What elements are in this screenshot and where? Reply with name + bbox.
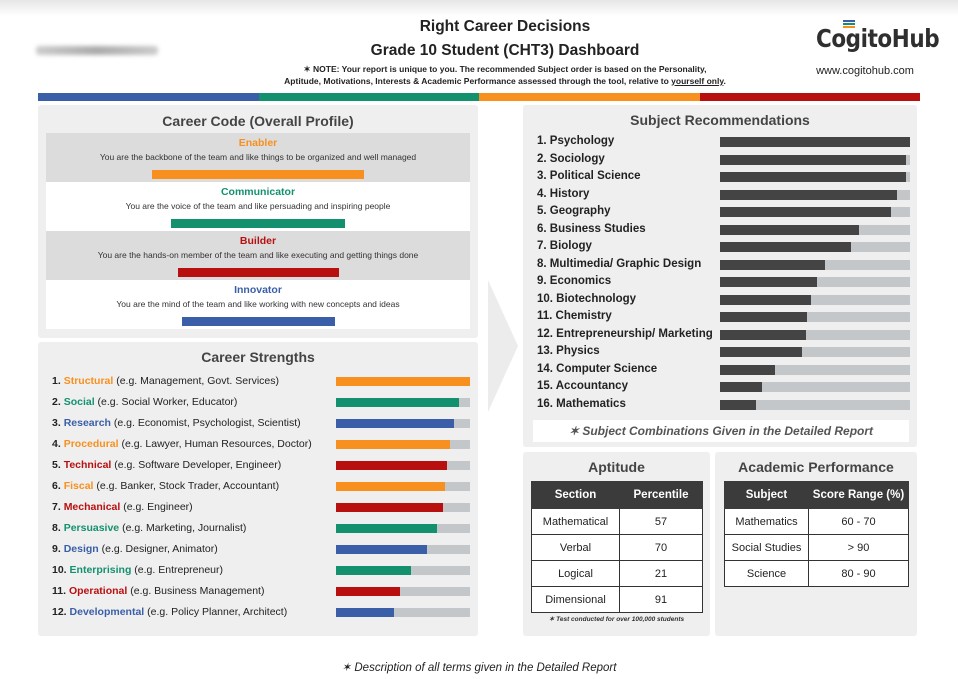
academic-performance-panel [715, 452, 917, 636]
strength-row [52, 477, 472, 498]
career-code-bar [152, 170, 364, 179]
column-header: Section [532, 482, 620, 509]
strength-name: Fiscal [63, 480, 94, 492]
color-stripe-divider [38, 93, 920, 101]
subject-row [537, 238, 913, 256]
career-code-bar [178, 268, 339, 277]
subject-row [537, 308, 913, 326]
note-line-2-end: . [723, 76, 726, 86]
strength-bar-fill [336, 545, 427, 554]
subject-label: 11. Chemistry [537, 310, 612, 322]
strength-bar-track [336, 566, 470, 575]
strength-name: Enterprising [69, 564, 132, 576]
table-cell: 60 - 70 [809, 509, 909, 535]
subject-label: 6. Business Studies [537, 222, 646, 235]
subject-row [537, 326, 913, 344]
subject-label: 13. Physics [537, 345, 600, 357]
strength-rank: 9. [52, 543, 61, 555]
career-code-description: You are the mind of the team and like working with new concepts and ideas [116, 299, 400, 309]
strength-row [52, 435, 472, 456]
subject-recommendations-title: Subject Recommendations [630, 112, 810, 128]
redacted-student-name [36, 46, 158, 55]
strength-name: Persuasive [63, 522, 120, 534]
subject-bar-fill [720, 172, 906, 182]
subject-row [537, 361, 913, 379]
strength-rank: 4. [52, 438, 61, 450]
strength-name: Mechanical [63, 501, 121, 513]
website-url[interactable]: www.cogitohub.com [816, 65, 914, 77]
strength-bar-track [336, 440, 470, 449]
subject-row [537, 221, 913, 239]
strength-bar-track [336, 377, 470, 386]
aptitude-panel [523, 452, 710, 636]
subject-bar-track [720, 347, 910, 357]
subject-bar-track [720, 312, 910, 322]
subject-bar-track [720, 277, 910, 287]
subject-bar-fill [720, 277, 817, 287]
table-row [532, 509, 703, 535]
table-row [532, 535, 703, 561]
subject-bar-fill [720, 382, 762, 392]
strength-bar-fill [336, 566, 411, 575]
subject-bar-track [720, 260, 910, 270]
table-cell: Mathematical [532, 509, 620, 535]
table-row [725, 509, 909, 535]
table-cell: 21 [620, 561, 703, 587]
table-row [532, 587, 703, 613]
strength-rank: 5. [52, 459, 61, 471]
subject-bar-track [720, 155, 910, 165]
strength-label [52, 375, 279, 387]
strength-bar-track [336, 524, 470, 533]
strength-rank: 12. [52, 606, 67, 618]
subject-bar-fill [720, 260, 825, 270]
note-line-2 [240, 75, 770, 87]
subject-label: 4. History [537, 187, 590, 200]
strength-example: (e.g. Policy Planner, Architect) [144, 606, 288, 618]
career-code-bar [171, 219, 345, 228]
report-subtitle: Grade 10 Student (CHT3) Dashboard [370, 42, 640, 59]
subject-bar-fill [720, 347, 802, 357]
strength-label [52, 417, 301, 429]
strength-bar-track [336, 419, 470, 428]
subject-label: 7. Biology [537, 240, 592, 252]
strength-label [52, 522, 246, 534]
strength-bar-track [336, 503, 470, 512]
strength-row [52, 603, 472, 624]
strength-label [52, 585, 264, 597]
aptitude-title: Aptitude [588, 459, 645, 475]
career-code-list [46, 133, 470, 329]
subject-bar-track [720, 137, 910, 147]
subject-label: 10. Biotechnology [537, 292, 637, 305]
career-code-description: You are the voice of the team and like persuading and inspiring people [125, 201, 391, 211]
subject-bar-fill [720, 155, 906, 165]
career-code-item [46, 133, 470, 182]
strength-example: (e.g. Entrepreneur) [131, 564, 224, 576]
top-shade [0, 0, 958, 16]
logo-brand-text: CogitoHub [815, 24, 940, 53]
strength-row [52, 372, 472, 393]
subject-bar-fill [720, 190, 897, 200]
subject-bar-track [720, 172, 910, 182]
strength-bar-fill [336, 524, 437, 533]
subject-bar-fill [720, 242, 851, 252]
strength-name: Operational [68, 585, 128, 597]
career-code-item [46, 182, 470, 231]
strength-row [52, 393, 472, 414]
strength-bar-track [336, 482, 470, 491]
strength-bar-track [336, 545, 470, 554]
table-header-row [532, 482, 703, 509]
subject-label: 1. Psychology [537, 135, 615, 147]
strength-example: (e.g. Management, Govt. Services) [113, 375, 280, 387]
strength-label [52, 438, 312, 450]
strength-example: (e.g. Software Developer, Engineer) [111, 459, 282, 471]
subject-bar-fill [720, 137, 910, 147]
strength-rank: 2. [52, 396, 61, 408]
table-cell: Logical [532, 561, 620, 587]
cogitohub-logo [808, 22, 940, 77]
strength-example: (e.g. Social Worker, Educator) [94, 396, 238, 408]
strength-row [52, 414, 472, 435]
subject-bar-fill [720, 295, 811, 305]
aptitude-table [531, 481, 703, 613]
strength-bar-track [336, 608, 470, 617]
subject-row [537, 273, 913, 291]
table-cell: > 90 [809, 535, 909, 561]
career-code-name: Innovator [234, 284, 282, 296]
academic-performance-title: Academic Performance [738, 459, 894, 475]
strength-bar-fill [336, 419, 454, 428]
strength-name: Research [63, 417, 111, 429]
strength-bar-fill [336, 587, 400, 596]
subject-bar-track [720, 225, 910, 235]
note-line-2-text: Aptitude, Motivations, Interests & Academic Performance assessed through the tool, relative to [284, 76, 672, 86]
career-code-name: Communicator [220, 186, 296, 198]
strength-label [52, 564, 223, 576]
table-row [725, 561, 909, 587]
strength-rank: 11. [52, 585, 67, 597]
subject-recommendations-panel [523, 105, 917, 447]
strength-name: Structural [63, 375, 114, 387]
strength-bar-fill [336, 608, 394, 617]
subject-label: 5. Geography [537, 205, 611, 217]
subject-bar-track [720, 190, 910, 200]
column-header: Subject [725, 482, 809, 509]
report-header [240, 18, 770, 87]
table-cell: 70 [620, 535, 703, 561]
subject-label: 8. Multimedia/ Graphic Design [537, 257, 702, 270]
subject-bar-fill [720, 312, 807, 322]
strength-label [52, 606, 287, 618]
strength-name: Technical [63, 459, 112, 471]
subject-bar-fill [720, 400, 756, 410]
academic-table [724, 481, 909, 587]
strength-bar-track [336, 461, 470, 470]
strength-row [52, 582, 472, 603]
strength-row [52, 498, 472, 519]
strength-example: (e.g. Business Management) [127, 585, 265, 597]
career-code-name: Builder [239, 235, 277, 247]
strength-label [52, 543, 218, 555]
subject-bar-fill [720, 207, 891, 217]
subject-row [537, 378, 913, 396]
strength-rank: 7. [52, 501, 61, 513]
table-row [532, 561, 703, 587]
strength-label [52, 459, 281, 471]
career-strengths-title: Career Strengths [201, 349, 315, 365]
subject-bar-fill [720, 225, 859, 235]
subject-label: 3. Political Science [537, 170, 641, 182]
strength-bar-fill [336, 482, 445, 491]
aptitude-footnote: ✶ Test conducted for over 100,000 students [548, 616, 685, 623]
footer-note: ✶ Description of all terms given in the Detailed Report [341, 662, 617, 674]
subject-row [537, 186, 913, 204]
subject-bar-track [720, 207, 910, 217]
subject-combinations-note: ✶ Subject Combinations Given in the Detailed Report [533, 420, 909, 442]
subject-label: 9. Economics [537, 275, 612, 287]
career-code-panel [38, 105, 478, 338]
strength-rank: 3. [52, 417, 61, 429]
subject-label: 15. Accountancy [537, 380, 628, 392]
strength-bar-fill [336, 461, 447, 470]
table-cell: 80 - 90 [809, 561, 909, 587]
strength-rank: 10. [52, 564, 67, 576]
subject-bar-track [720, 295, 910, 305]
note-emphasis: yourself only [671, 76, 724, 86]
strength-name: Developmental [69, 606, 145, 618]
column-header: Score Range (%) [809, 482, 909, 509]
strength-bar-fill [336, 377, 470, 386]
strength-bar-fill [336, 440, 450, 449]
career-code-name: Enabler [238, 137, 278, 149]
strength-row [52, 456, 472, 477]
report-note [240, 63, 770, 87]
strength-rank: 6. [52, 480, 61, 492]
strength-example: (e.g. Banker, Stock Trader, Accountant) [93, 480, 280, 492]
strength-bar-fill [336, 398, 459, 407]
column-header: Percentile [620, 482, 703, 509]
subject-bar-track [720, 382, 910, 392]
subject-row [537, 133, 913, 151]
subject-bar-fill [720, 365, 775, 375]
strength-bar-fill [336, 503, 443, 512]
strength-name: Design [63, 543, 99, 555]
strength-name: Social [63, 396, 95, 408]
strength-bar-track [336, 398, 470, 407]
subject-label: 16. Mathematics [537, 397, 626, 410]
strength-example: (e.g. Marketing, Journalist) [119, 522, 247, 534]
subject-bar-track [720, 242, 910, 252]
subject-row [537, 203, 913, 221]
report-title: Right Career Decisions [419, 18, 591, 35]
table-cell: Social Studies [725, 535, 809, 561]
subject-bar-fill [720, 330, 806, 340]
subject-row [537, 291, 913, 309]
career-code-item [46, 280, 470, 329]
arrow-right-icon [488, 280, 518, 412]
subject-row [537, 343, 913, 361]
strength-label [52, 501, 193, 513]
strength-example: (e.g. Economist, Psychologist, Scientist) [110, 417, 301, 429]
strength-example: (e.g. Engineer) [120, 501, 193, 513]
strength-row [52, 540, 472, 561]
strength-example: (e.g. Designer, Animator) [98, 543, 218, 555]
subject-bar-track [720, 400, 910, 410]
table-cell: Dimensional [532, 587, 620, 613]
subject-label: 2. Sociology [537, 152, 605, 165]
strength-name: Procedural [63, 438, 119, 450]
table-cell: Mathematics [725, 509, 809, 535]
table-cell: Verbal [532, 535, 620, 561]
table-header-row [725, 482, 909, 509]
note-line-1: ✶ NOTE: Your report is unique to you. The recommended Subject order is based on the Personality, [303, 64, 707, 74]
subject-row [537, 151, 913, 169]
table-cell: Science [725, 561, 809, 587]
subject-label: 12. Entrepreneurship/ Marketing [537, 327, 713, 340]
subject-row [537, 396, 913, 414]
career-strengths-panel [38, 342, 478, 636]
subject-label: 14. Computer Science [537, 362, 658, 375]
subject-bar-track [720, 365, 910, 375]
subject-row [537, 168, 913, 186]
career-code-item [46, 231, 470, 280]
career-code-title: Career Code (Overall Profile) [162, 113, 354, 129]
strength-label [52, 396, 237, 408]
strength-bar-track [336, 587, 470, 596]
table-row [725, 535, 909, 561]
subject-bar-track [720, 330, 910, 340]
strength-rank: 1. [52, 375, 61, 387]
strength-example: (e.g. Lawyer, Human Resources, Doctor) [118, 438, 312, 450]
strength-rank: 8. [52, 522, 61, 534]
strength-row [52, 561, 472, 582]
table-cell: 57 [620, 509, 703, 535]
strength-row [52, 519, 472, 540]
table-cell: 91 [620, 587, 703, 613]
career-code-description: You are the hands-on member of the team and like executing and getting things done [97, 250, 419, 260]
subject-row [537, 256, 913, 274]
career-code-bar [182, 317, 335, 326]
career-code-description: You are the backbone of the team and like things to be organized and well managed [99, 152, 417, 162]
strength-label [52, 480, 279, 492]
